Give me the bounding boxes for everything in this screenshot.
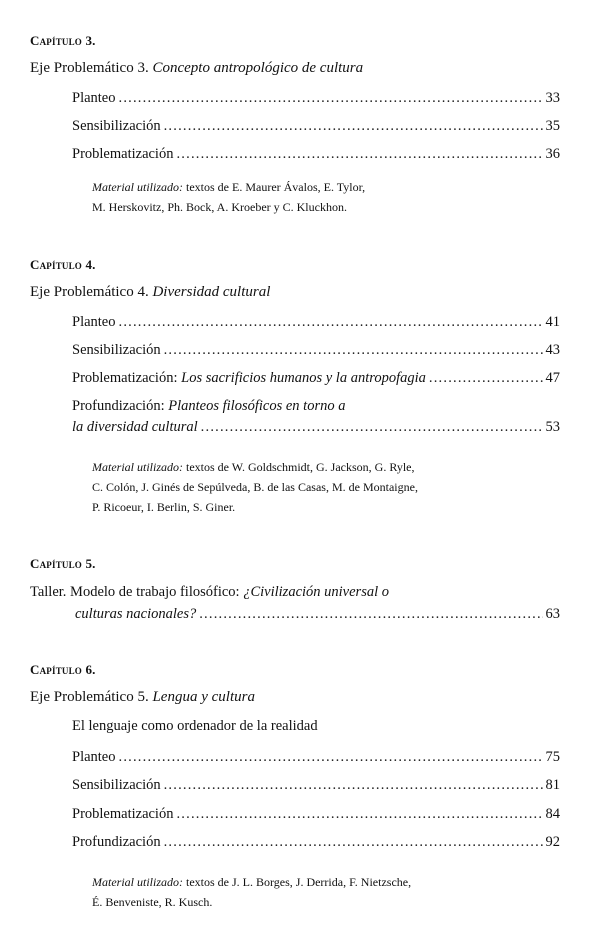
toc-entry[interactable] xyxy=(72,117,560,135)
toc-entry-label: Planteo xyxy=(72,90,116,106)
eje-title: Concepto antropológico de cultura xyxy=(152,60,364,76)
toc-entry[interactable] xyxy=(72,748,560,766)
toc-entry-page: 43 xyxy=(545,342,560,358)
dot-leader xyxy=(176,805,542,823)
material-text: textos de J. L. Borges, J. Derrida, F. Nietzsche, xyxy=(183,875,412,889)
material-text: textos de E. Maurer Ávalos, E. Tylor, xyxy=(183,180,366,194)
toc-entry-label-prefix: Problematización: xyxy=(72,370,182,386)
dot-leader xyxy=(119,313,543,331)
toc-entry-page: 92 xyxy=(545,834,560,850)
material-label: Material utilizado: xyxy=(92,180,183,194)
dot-leader xyxy=(199,605,542,623)
toc-entry-label: Profundización xyxy=(72,834,161,850)
eje-prefix: Eje Problemático 5. xyxy=(30,689,153,705)
eje-prefix: Eje Problemático 3. xyxy=(30,60,153,76)
toc-entry-page: 53 xyxy=(545,419,560,435)
material-text: P. Ricoeur, I. Berlin, S. Giner. xyxy=(92,500,236,514)
toc-entry-page: 36 xyxy=(545,146,560,162)
toc-entry-label xyxy=(72,369,426,387)
toc-entry[interactable] xyxy=(72,418,560,436)
material-note xyxy=(92,873,411,892)
toc-entry-page: 35 xyxy=(545,118,560,134)
taller-title: culturas nacionales? xyxy=(75,606,197,622)
toc-entry[interactable] xyxy=(72,341,560,359)
toc-entry-page: 63 xyxy=(545,606,560,622)
taller-heading xyxy=(30,584,389,601)
toc-entry-page: 47 xyxy=(545,370,560,386)
chapter-heading: Capítulo 3. xyxy=(30,33,96,48)
chapter-heading: Capítulo 4. xyxy=(30,257,96,272)
material-note xyxy=(92,458,415,477)
toc-entry-label-italic: Planteos filosóficos en torno a xyxy=(168,398,346,414)
material-text: M. Herskovitz, Ph. Bock, A. Kroeber y C. Kluckhon. xyxy=(92,200,347,214)
dot-leader xyxy=(176,145,542,163)
chapter-heading: Capítulo 6. xyxy=(30,662,96,677)
toc-entry-page: 84 xyxy=(545,806,560,822)
subheading: El lenguaje como ordenador de la realidad xyxy=(72,718,318,734)
toc-entry[interactable] xyxy=(72,805,560,823)
toc-entry[interactable] xyxy=(72,369,560,387)
dot-leader xyxy=(429,369,543,387)
toc-entry-label-italic: la diversidad cultural xyxy=(72,419,198,435)
toc-entry-label xyxy=(72,398,345,415)
dot-leader xyxy=(119,748,543,766)
material-note xyxy=(92,178,365,197)
toc-entry-page: 81 xyxy=(545,777,560,793)
dot-leader xyxy=(164,776,543,794)
taller-title: ¿Civilización universal o xyxy=(243,584,389,600)
eje-title: Diversidad cultural xyxy=(152,284,271,300)
eje-title: Lengua y cultura xyxy=(152,689,255,705)
toc-entry-page: 75 xyxy=(545,749,560,765)
dot-leader xyxy=(164,117,543,135)
toc-entry-page: 41 xyxy=(545,314,560,330)
toc-entry-label: Problematización xyxy=(72,146,174,162)
eje-heading xyxy=(30,60,363,77)
chapter-heading: Capítulo 5. xyxy=(30,556,96,571)
toc-entry[interactable] xyxy=(72,833,560,851)
toc-entry[interactable] xyxy=(72,776,560,794)
dot-leader xyxy=(201,418,543,436)
material-label: Material utilizado: xyxy=(92,875,183,889)
toc-entry[interactable] xyxy=(72,145,560,163)
toc-entry[interactable] xyxy=(72,313,560,331)
toc-entry-page: 33 xyxy=(545,90,560,106)
toc-entry-label: Sensibilización xyxy=(72,342,161,358)
eje-heading xyxy=(30,689,255,706)
taller-prefix: Taller. Modelo de trabajo filosófico: xyxy=(30,584,244,600)
dot-leader xyxy=(119,89,543,107)
toc-entry[interactable] xyxy=(75,605,560,623)
toc-entry[interactable] xyxy=(72,89,560,107)
material-text: É. Benveniste, R. Kusch. xyxy=(92,895,213,909)
dot-leader xyxy=(164,341,543,359)
toc-entry-label: Problematización xyxy=(72,806,174,822)
eje-heading xyxy=(30,284,270,301)
eje-prefix: Eje Problemático 4. xyxy=(30,284,153,300)
toc-entry-label: Sensibilización xyxy=(72,118,161,134)
material-text: C. Colón, J. Ginés de Sepúlveda, B. de las Casas, M. de Montaigne, xyxy=(92,480,418,494)
toc-entry-label-italic: Los sacrificios humanos y la antropofagia xyxy=(181,370,426,386)
material-text: textos de W. Goldschmidt, G. Jackson, G. Ryle, xyxy=(183,460,415,474)
toc-entry-label: Planteo xyxy=(72,314,116,330)
dot-leader xyxy=(164,833,543,851)
toc-entry-label: Planteo xyxy=(72,749,116,765)
material-label: Material utilizado: xyxy=(92,460,183,474)
toc-entry-label: Sensibilización xyxy=(72,777,161,793)
toc-entry-label-prefix: Profundización: xyxy=(72,398,169,414)
